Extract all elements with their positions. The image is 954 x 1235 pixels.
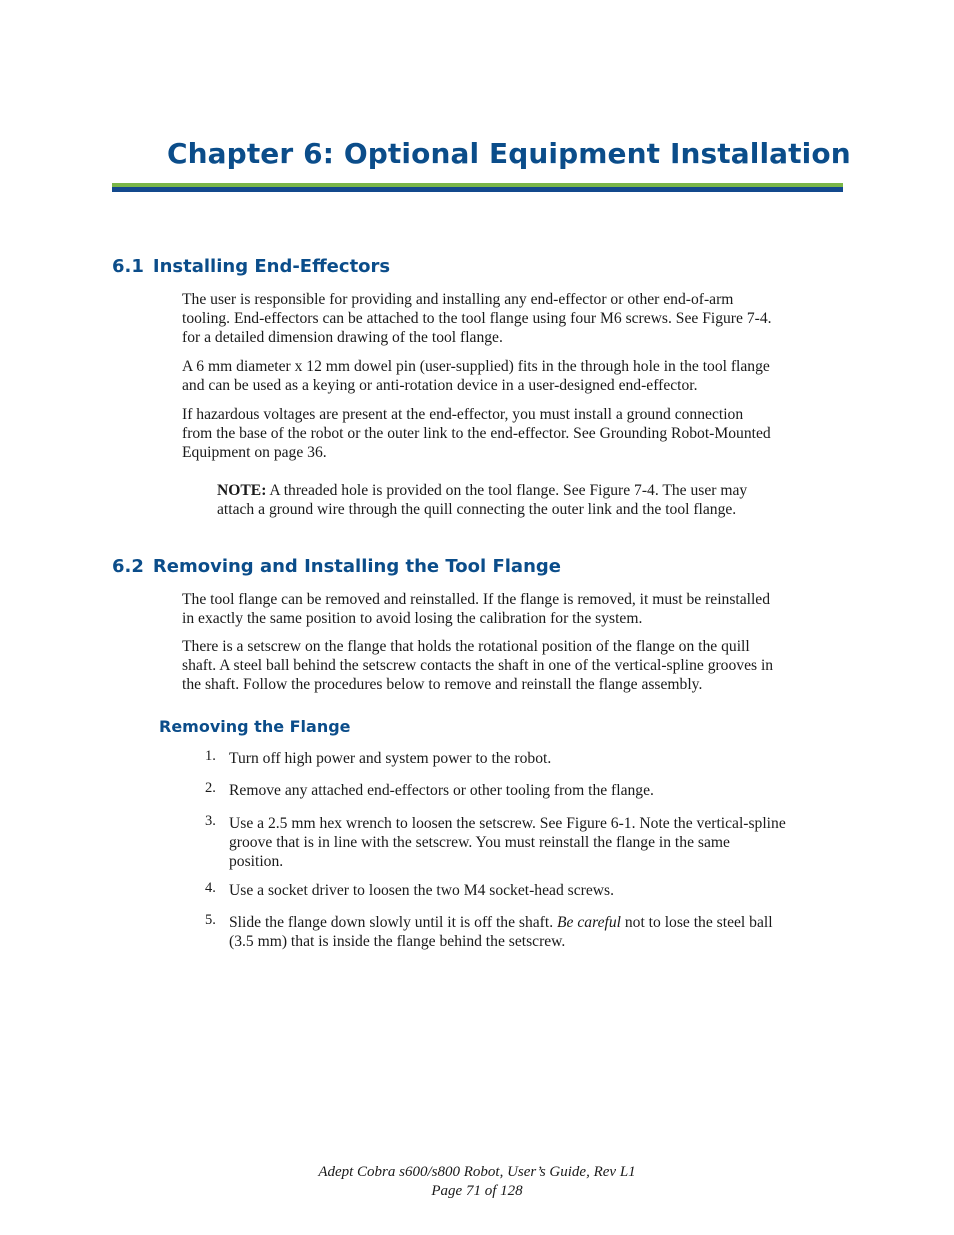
section-heading-6-2: [112, 556, 561, 577]
text-line: Use a 2.5 mm hex wrench to loosen the setscrew. See Figure 6-1. Note the vertical-spline: [229, 815, 786, 832]
note-text: A threaded hole is provided on the tool flange. See Figure 7-4. The user may: [266, 482, 748, 499]
section-number: 6.1: [112, 256, 144, 277]
paragraph: [182, 405, 847, 462]
text-line: from the base of the robot or the outer link to the end-effector. See Grounding Robot-Mounted: [182, 425, 771, 442]
text-line: the shaft. Follow the procedures below to remove and reinstall the flange assembly.: [182, 676, 703, 693]
step-text: [229, 881, 614, 900]
step-text: [229, 749, 551, 768]
note-block: [217, 481, 837, 519]
note-label: NOTE:: [217, 482, 267, 499]
emphasis-text: Be careful: [557, 914, 621, 931]
text-line: A 6 mm diameter x 12 mm dowel pin (user-supplied) fits in the through hole in the tool flange: [182, 358, 770, 375]
text-line: There is a setscrew on the flange that holds the rotational position of the flange on the quill: [182, 638, 750, 655]
note-line: attach a ground wire through the quill connecting the outer link and the tool flange.: [217, 501, 737, 518]
text-line: and can be used as a keying or anti-rotation device in a user-designed end-effector.: [182, 377, 698, 394]
text-segment: not to lose the steel ball: [620, 914, 773, 931]
section-title: Installing End-Effectors: [152, 256, 391, 277]
paragraph: [182, 590, 847, 628]
step-text: [229, 913, 773, 951]
note-line: [217, 481, 837, 500]
step-number: 1.: [205, 748, 216, 764]
section-title: Removing and Installing the Tool Flange: [152, 556, 561, 577]
section-heading-6-1: [112, 256, 390, 277]
text-line: groove that is in line with the setscrew. You must reinstall the flange in the same: [229, 834, 730, 851]
step-text: [229, 781, 654, 800]
step-text: [229, 814, 786, 871]
text-line: shaft. A steel ball behind the setscrew contacts the shaft in one of the vertical-spline grooves in: [182, 657, 774, 674]
text-line: Equipment on page 36.: [182, 444, 327, 461]
chapter-rule-blue: [112, 187, 843, 192]
text-line: for a detailed dimension drawing of the tool flange.: [182, 329, 503, 346]
text-line: If hazardous voltages are present at the end-effector, you must install a ground connection: [182, 406, 744, 423]
text-line: The tool flange can be removed and reinstalled. If the flange is removed, it must be reinstalled: [182, 591, 771, 608]
chapter-title: Chapter 6: Optional Equipment Installation: [167, 137, 851, 170]
step-number: 3.: [205, 813, 216, 829]
paragraph: [182, 290, 847, 347]
text-line: (3.5 mm) that is inside the flange behind the setscrew.: [229, 933, 566, 950]
section-number: 6.2: [112, 556, 144, 577]
footer-doc-title: Adept Cobra s600/s800 Robot, User’s Guide, Rev L1: [318, 1164, 636, 1180]
text-line: The user is responsible for providing and installing any end-effector or other end-of-arm: [182, 291, 734, 308]
text-line: Use a socket driver to loosen the two M4 socket-head screws.: [229, 882, 614, 899]
page-footer: [0, 1163, 954, 1201]
text-line: [229, 913, 773, 932]
subsection-heading: Removing the Flange: [159, 717, 351, 736]
text-line: Turn off high power and system power to the robot.: [229, 750, 552, 767]
step-number: 4.: [205, 880, 216, 896]
footer-page-number: Page 71 of 128: [431, 1183, 523, 1199]
text-line: tooling. End-effectors can be attached to the tool flange using four M6 screws. See Figure 7-4.: [182, 310, 772, 327]
paragraph: [182, 357, 847, 395]
text-line: in exactly the same position to avoid losing the calibration for the system.: [182, 610, 643, 627]
text-line: Remove any attached end-effectors or other tooling from the flange.: [229, 782, 654, 799]
step-number: 2.: [205, 780, 216, 796]
paragraph: [182, 637, 847, 694]
text-segment: Slide the flange down slowly until it is off the shaft.: [229, 914, 558, 931]
text-line: position.: [229, 853, 284, 870]
step-number: 5.: [205, 912, 216, 928]
